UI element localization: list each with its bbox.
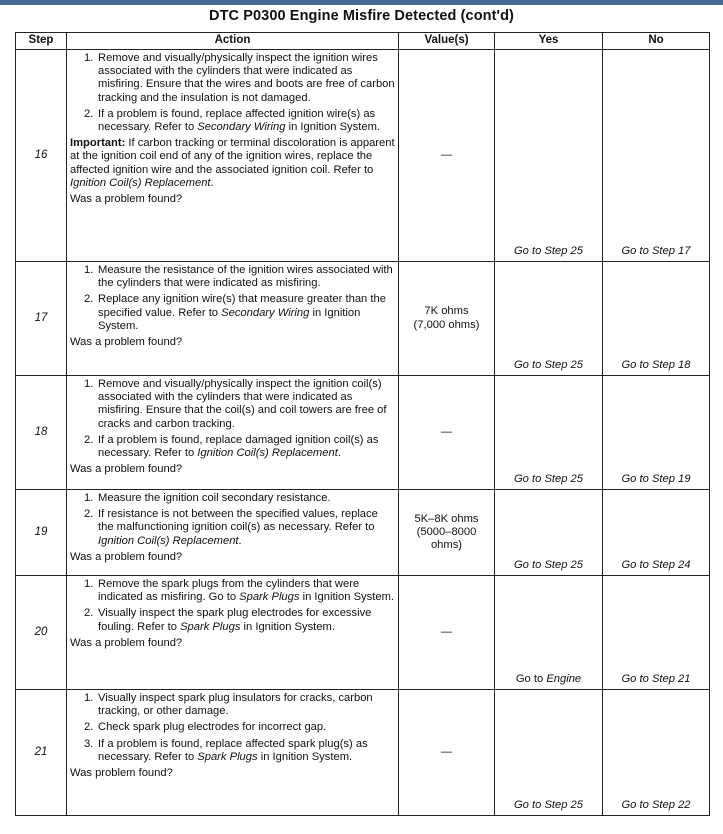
table-row xyxy=(16,576,710,690)
action-item xyxy=(70,607,395,633)
action-item-number: 2. xyxy=(84,721,94,734)
value-cell xyxy=(399,690,495,816)
action-text: Measure the ignition coil secondary resistance. xyxy=(98,492,331,504)
table-row xyxy=(16,490,710,576)
column-header-step: Step xyxy=(16,33,67,50)
yes-action[interactable] xyxy=(514,559,583,571)
important-label: Important: xyxy=(70,137,126,150)
reference-link[interactable]: Ignition Coil(s) Replacement xyxy=(197,447,338,460)
reference-link[interactable]: Spark Plugs xyxy=(239,591,300,604)
action-item-number: 2. xyxy=(84,607,94,620)
yes-reference: Engine xyxy=(546,672,582,685)
table-row xyxy=(16,262,710,376)
table-row xyxy=(16,50,710,262)
action-item-number: 2. xyxy=(84,293,94,306)
action-item-number: 1. xyxy=(84,492,94,504)
no-cell xyxy=(603,576,710,690)
action-text: If a problem is found, replace affected ignition wire(s) as necessary. Refer to xyxy=(98,107,376,134)
table-row xyxy=(16,690,710,816)
action-text: Remove the spark plugs from the cylinders that were indicated as misfiring. Go to xyxy=(98,578,360,604)
table-row xyxy=(16,376,710,490)
action-item xyxy=(70,508,395,548)
action-item-number: 1. xyxy=(84,52,94,64)
reference-link[interactable]: Secondary Wiring xyxy=(197,121,286,134)
column-header-no: No xyxy=(603,33,710,50)
column-header-values: Value(s) xyxy=(399,33,495,50)
value-cell xyxy=(399,576,495,690)
value-cell xyxy=(399,50,495,262)
value-line: — xyxy=(440,625,453,638)
action-item-number: 3. xyxy=(84,737,94,750)
action-cell xyxy=(67,262,399,376)
value-line: — xyxy=(440,425,453,438)
question-text: Was a problem found? xyxy=(70,193,183,206)
question-text: Was a problem found? xyxy=(70,636,183,649)
value-line: (7,000 ohms) xyxy=(413,318,480,331)
value-cell xyxy=(399,376,495,490)
no-action[interactable]: Go to Step 22 xyxy=(621,798,691,811)
yes-text: Go to xyxy=(515,672,547,685)
diagnostic-table xyxy=(15,32,710,816)
action-item-number: 1. xyxy=(84,264,94,276)
step-number: 21 xyxy=(16,690,67,816)
no-cell xyxy=(603,490,710,576)
action-item-number: 2. xyxy=(84,508,94,521)
question-text: Was a problem found? xyxy=(70,336,183,349)
column-header-yes: Yes xyxy=(495,33,603,50)
action-item xyxy=(70,378,395,431)
action-text-tail: in Ignition System. xyxy=(285,121,380,134)
reference-link[interactable]: Secondary Wiring xyxy=(221,306,310,319)
value-cell xyxy=(399,490,495,576)
reference-link[interactable]: Spark Plugs xyxy=(180,620,241,633)
important-note xyxy=(70,137,395,190)
value-line: 7K ohms xyxy=(424,305,469,318)
important-tail: . xyxy=(210,176,214,189)
yes-text: Go to Step 25 xyxy=(513,244,584,257)
action-item-text xyxy=(98,108,395,134)
action-item xyxy=(70,52,395,105)
no-action[interactable]: Go to Step 19 xyxy=(621,472,691,485)
action-item-text xyxy=(98,508,395,548)
action-text-tail: . xyxy=(238,534,242,547)
yes-action[interactable] xyxy=(514,245,583,257)
value-line: — xyxy=(440,745,453,758)
reference-link[interactable]: Spark Plugs xyxy=(197,750,258,763)
action-text-tail: . xyxy=(337,447,341,460)
no-cell xyxy=(603,690,710,816)
question-text: Was problem found? xyxy=(70,767,173,780)
action-text: Measure the resistance of the ignition wires associated with the cylinders that were indicated as misfiring. xyxy=(98,264,393,290)
action-item-text xyxy=(98,492,395,505)
action-text: Remove and visually/physically inspect the ignition coil(s) associated with the cylinders that were indicated as misfiring. Ensure that the coil(s) and coil towers are free of cracks and carbon tracking. xyxy=(98,378,387,430)
action-text: Visually inspect spark plug insulators for cracks, carbon tracking, or other damage. xyxy=(98,692,373,718)
action-text: Remove and visually/physically inspect the ignition wires associated with the cylinders that were indicated as misfiring. Ensure that the wires and boots are free of carbon tracking and the insulation is not damaged. xyxy=(98,52,395,104)
value-line: 5K–8K ohms xyxy=(414,512,479,525)
action-text-tail: in Ignition System. xyxy=(299,591,394,604)
no-action[interactable]: Go to Step 24 xyxy=(621,558,691,571)
yes-cell xyxy=(495,690,603,816)
action-cell xyxy=(67,576,399,690)
reference-link[interactable]: Ignition Coil(s) Replacement xyxy=(98,534,239,547)
yes-text: Go to Step 25 xyxy=(513,472,584,485)
question-text: Was a problem found? xyxy=(70,550,183,563)
reference-link[interactable]: Ignition Coil(s) Replacement xyxy=(70,176,211,189)
action-text-tail: in Ignition System. xyxy=(98,306,361,332)
action-text: If resistance is not between the specified values, replace the malfunctioning ignition coil(s) as necessary. Refer to xyxy=(98,508,378,534)
yes-cell xyxy=(495,576,603,690)
action-item-text xyxy=(98,378,395,431)
action-item xyxy=(70,692,395,718)
yes-text: Go to Step 25 xyxy=(513,798,584,811)
action-item-number: 1. xyxy=(84,578,94,590)
action-item-number: 2. xyxy=(84,433,94,446)
action-item-text xyxy=(98,692,395,718)
step-number: 16 xyxy=(16,50,67,262)
action-cell xyxy=(67,50,399,262)
action-item xyxy=(70,293,395,333)
value-line: (5000–8000 ohms) xyxy=(416,525,477,552)
action-item-text xyxy=(98,264,395,290)
yes-cell xyxy=(495,50,603,262)
value-line: — xyxy=(440,148,453,161)
page-title: DTC P0300 Engine Misfire Detected (cont'd) xyxy=(209,8,514,24)
action-item xyxy=(70,492,395,505)
action-cell xyxy=(67,376,399,490)
action-item xyxy=(70,578,395,604)
action-item-text xyxy=(98,607,395,633)
action-cell xyxy=(67,690,399,816)
action-item-text xyxy=(98,578,395,604)
action-item-text xyxy=(98,434,395,460)
action-text: If a problem is found, replace damaged ignition coil(s) as necessary. Refer to xyxy=(98,433,379,460)
question-text: Was a problem found? xyxy=(70,463,183,476)
value-cell xyxy=(399,262,495,376)
action-item xyxy=(70,721,395,734)
action-item-text xyxy=(98,738,395,764)
yes-action[interactable] xyxy=(514,359,583,371)
yes-action[interactable] xyxy=(514,799,583,811)
action-item-text xyxy=(98,52,395,105)
no-cell xyxy=(603,262,710,376)
yes-text: Go to Step 25 xyxy=(513,358,584,371)
window-top-bar xyxy=(0,0,723,5)
yes-action[interactable] xyxy=(516,673,581,685)
action-text: Replace any ignition wire(s) that measure greater than the specified value. Refer to xyxy=(98,293,386,319)
yes-cell xyxy=(495,490,603,576)
step-number: 20 xyxy=(16,576,67,690)
action-text: If a problem is found, replace affected spark plug(s) as necessary. Refer to xyxy=(98,737,368,763)
table-header-row xyxy=(16,33,710,50)
action-item-number: 1. xyxy=(84,692,94,704)
step-number: 17 xyxy=(16,262,67,376)
action-item-text xyxy=(98,721,395,734)
important-text: If carbon tracking or terminal discoloration is apparent at the ignition coil end of any of the ignition wires, replace the affected ignition wire and the associated ignition coil. Refer to xyxy=(70,137,395,176)
yes-text: Go to Step 25 xyxy=(513,558,584,571)
action-item xyxy=(70,108,395,134)
action-cell xyxy=(67,490,399,576)
step-number: 19 xyxy=(16,490,67,576)
no-action[interactable]: Go to Step 18 xyxy=(621,358,691,371)
yes-action[interactable] xyxy=(514,473,583,485)
action-text-tail: in Ignition System. xyxy=(240,620,335,633)
no-cell xyxy=(603,50,710,262)
action-item xyxy=(70,738,395,764)
no-action[interactable]: Go to Step 21 xyxy=(621,672,691,685)
action-item-number: 1. xyxy=(84,378,94,390)
action-item-number: 2. xyxy=(84,107,94,120)
action-item xyxy=(70,264,395,290)
no-cell xyxy=(603,376,710,490)
yes-cell xyxy=(495,262,603,376)
action-text: Check spark plug electrodes for incorrect gap. xyxy=(98,721,327,734)
step-number: 18 xyxy=(16,376,67,490)
action-item xyxy=(70,434,395,460)
action-item-text xyxy=(98,293,395,333)
action-text-tail: in Ignition System. xyxy=(257,750,353,763)
yes-cell xyxy=(495,376,603,490)
column-header-action: Action xyxy=(67,33,399,50)
action-text: Visually inspect the spark plug electrodes for excessive fouling. Refer to xyxy=(98,607,372,633)
no-action[interactable]: Go to Step 17 xyxy=(621,244,691,257)
